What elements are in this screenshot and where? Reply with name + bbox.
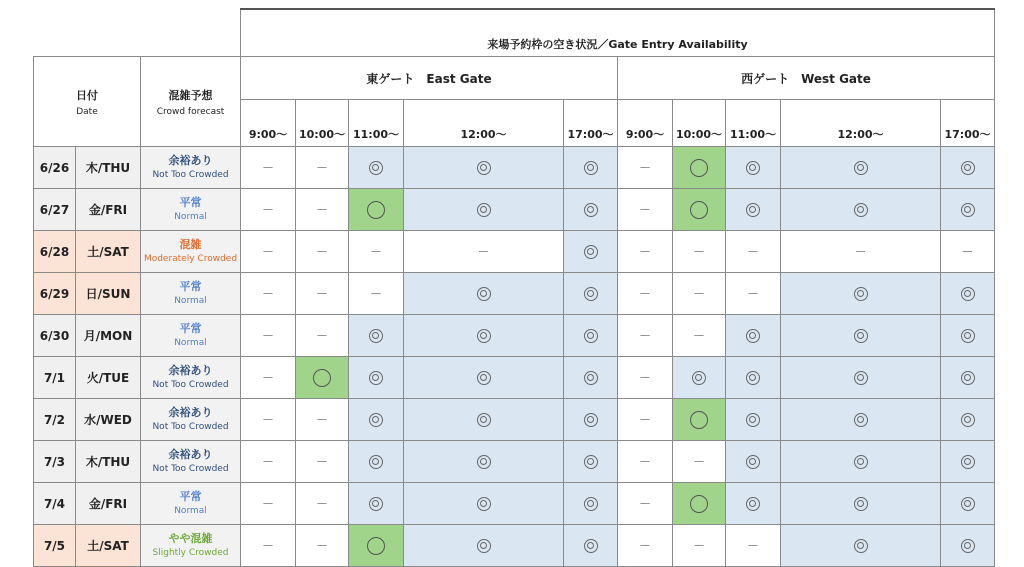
unavailable-dash: － <box>638 161 651 175</box>
double-circle-icon <box>961 455 975 469</box>
unavailable-dash: － <box>961 245 974 259</box>
crowd-forecast-ja: 余裕あり <box>168 364 213 377</box>
double-circle-icon <box>584 203 598 217</box>
unavailable-dash: － <box>692 455 705 469</box>
east-slot-cell <box>349 315 404 357</box>
double-circle-icon <box>746 413 760 427</box>
unavailable-dash: － <box>315 245 328 259</box>
crowd-header-ja: 混雑予想 <box>168 88 213 102</box>
circle-icon <box>690 159 708 177</box>
east-slot-cell <box>564 147 618 189</box>
west-slot-17: 17:00～ <box>941 100 995 147</box>
unavailable-dash: － <box>261 203 274 217</box>
row-day-of-week: 火/TUE <box>76 357 141 399</box>
west-slot-cell <box>941 231 995 273</box>
unavailable-dash: － <box>315 329 328 343</box>
double-circle-icon <box>854 329 868 343</box>
crowd-forecast-ja: 平常 <box>179 490 202 503</box>
west-slot-cell <box>673 399 726 441</box>
west-slot-cell <box>618 315 673 357</box>
west-slot-cell <box>673 483 726 525</box>
west-slot-cell <box>726 231 781 273</box>
table-row <box>34 525 995 567</box>
row-day-of-week: 金/FRI <box>76 189 141 231</box>
unavailable-dash: － <box>638 371 651 385</box>
unavailable-dash: － <box>746 245 759 259</box>
availability-table-container <box>33 8 995 567</box>
double-circle-icon <box>854 497 868 511</box>
east-slot-cell <box>241 483 296 525</box>
double-circle-icon <box>369 161 383 175</box>
double-circle-icon <box>854 203 868 217</box>
row-crowd-forecast <box>141 441 241 483</box>
east-slot-cell <box>404 525 564 567</box>
east-slot-cell <box>241 357 296 399</box>
west-slot-cell <box>781 357 941 399</box>
double-circle-icon <box>584 287 598 301</box>
east-slot-cell <box>564 483 618 525</box>
west-slot-cell <box>941 189 995 231</box>
east-slot-cell <box>241 525 296 567</box>
double-circle-icon <box>854 539 868 553</box>
double-circle-icon <box>477 287 491 301</box>
row-date: 7/2 <box>34 399 76 441</box>
row-crowd-forecast <box>141 189 241 231</box>
west-slot-cell <box>726 273 781 315</box>
west-slot-cell <box>726 189 781 231</box>
west-slot-cell <box>726 357 781 399</box>
west-slot-cell <box>941 525 995 567</box>
row-day-of-week: 木/THU <box>76 147 141 189</box>
unavailable-dash: － <box>261 161 274 175</box>
unavailable-dash: － <box>692 539 705 553</box>
row-day-of-week: 水/WED <box>76 399 141 441</box>
east-slot-cell <box>349 189 404 231</box>
crowd-forecast-en: Not Too Crowded <box>152 380 229 391</box>
west-slot-cell <box>781 273 941 315</box>
crowd-forecast-ja: 混雑 <box>179 238 202 251</box>
double-circle-icon <box>369 413 383 427</box>
double-circle-icon <box>584 161 598 175</box>
crowd-forecast-en: Normal <box>174 296 207 307</box>
west-slot-cell <box>726 441 781 483</box>
east-slot-17: 17:00～ <box>564 100 618 147</box>
west-slot-cell <box>941 273 995 315</box>
double-circle-icon <box>746 455 760 469</box>
unavailable-dash: － <box>477 245 490 259</box>
east-slot-cell <box>404 357 564 399</box>
east-slot-cell <box>404 441 564 483</box>
west-slot-cell <box>618 189 673 231</box>
row-crowd-forecast <box>141 231 241 273</box>
east-slot-cell <box>564 357 618 399</box>
double-circle-icon <box>961 539 975 553</box>
east-slot-cell <box>296 357 349 399</box>
west-slot-cell <box>618 357 673 399</box>
double-circle-icon <box>477 329 491 343</box>
east-gate-header: 東ゲート East Gate <box>241 57 618 100</box>
west-slot-cell <box>781 189 941 231</box>
west-slot-cell <box>618 441 673 483</box>
double-circle-icon <box>369 455 383 469</box>
west-slot-cell <box>618 147 673 189</box>
double-circle-icon <box>584 539 598 553</box>
crowd-forecast-en: Normal <box>174 212 207 223</box>
unavailable-dash: － <box>261 287 274 301</box>
double-circle-icon <box>961 497 975 511</box>
table-row <box>34 231 995 273</box>
east-slot-9: 9:00～ <box>241 100 296 147</box>
unavailable-dash: － <box>261 329 274 343</box>
east-slot-cell <box>349 273 404 315</box>
double-circle-icon <box>961 203 975 217</box>
crowd-forecast-header <box>141 57 241 147</box>
unavailable-dash: － <box>692 329 705 343</box>
table-row <box>34 189 995 231</box>
double-circle-icon <box>746 161 760 175</box>
unavailable-dash: － <box>854 245 867 259</box>
east-slot-cell <box>241 273 296 315</box>
date-header-ja: 日付 <box>76 88 98 102</box>
double-circle-icon <box>961 287 975 301</box>
east-slot-cell <box>564 189 618 231</box>
west-slot-cell <box>618 399 673 441</box>
double-circle-icon <box>477 161 491 175</box>
east-slot-cell <box>349 231 404 273</box>
west-slot-cell <box>618 525 673 567</box>
double-circle-icon <box>746 371 760 385</box>
crowd-forecast-en: Not Too Crowded <box>152 170 229 181</box>
west-slot-cell <box>726 525 781 567</box>
west-slot-cell <box>781 231 941 273</box>
east-slot-cell <box>241 441 296 483</box>
crowd-forecast-en: Moderately Crowded <box>143 254 238 265</box>
row-date: 6/26 <box>34 147 76 189</box>
crowd-forecast-ja: 余裕あり <box>168 448 213 461</box>
east-slot-cell <box>564 399 618 441</box>
east-slot-cell <box>241 399 296 441</box>
row-date: 6/28 <box>34 231 76 273</box>
east-slot-cell <box>564 441 618 483</box>
circle-icon <box>690 201 708 219</box>
double-circle-icon <box>477 413 491 427</box>
unavailable-dash: － <box>638 245 651 259</box>
row-crowd-forecast <box>141 147 241 189</box>
unavailable-dash: － <box>746 287 759 301</box>
east-slot-cell <box>349 399 404 441</box>
west-slot-cell <box>781 399 941 441</box>
row-date: 7/1 <box>34 357 76 399</box>
east-slot-cell <box>404 231 564 273</box>
east-slot-cell <box>296 483 349 525</box>
west-slot-cell <box>618 273 673 315</box>
header-blank <box>34 9 241 57</box>
crowd-forecast-en: Not Too Crowded <box>152 422 229 433</box>
east-slot-cell <box>404 189 564 231</box>
double-circle-icon <box>584 413 598 427</box>
double-circle-icon <box>961 413 975 427</box>
west-slot-10: 10:00～ <box>673 100 726 147</box>
west-slot-cell <box>781 525 941 567</box>
date-header-en: Date <box>76 106 98 117</box>
west-slot-cell <box>726 147 781 189</box>
row-day-of-week: 月/MON <box>76 315 141 357</box>
east-slot-cell <box>564 231 618 273</box>
east-slot-cell <box>564 273 618 315</box>
west-slot-cell <box>941 315 995 357</box>
west-slot-cell <box>781 483 941 525</box>
table-row <box>34 147 995 189</box>
west-slot-11: 11:00～ <box>726 100 781 147</box>
east-slot-cell <box>349 441 404 483</box>
unavailable-dash: － <box>638 287 651 301</box>
west-slot-cell <box>941 399 995 441</box>
table-row <box>34 399 995 441</box>
unavailable-dash: － <box>315 497 328 511</box>
unavailable-dash: － <box>638 497 651 511</box>
double-circle-icon <box>961 371 975 385</box>
double-circle-icon <box>477 371 491 385</box>
row-crowd-forecast <box>141 483 241 525</box>
double-circle-icon <box>584 455 598 469</box>
east-slot-cell <box>296 399 349 441</box>
east-slot-cell <box>404 399 564 441</box>
double-circle-icon <box>961 329 975 343</box>
crowd-forecast-ja: 余裕あり <box>168 406 213 419</box>
double-circle-icon <box>584 371 598 385</box>
west-slot-cell <box>673 189 726 231</box>
double-circle-icon <box>477 539 491 553</box>
double-circle-icon <box>854 413 868 427</box>
east-slot-cell <box>241 189 296 231</box>
table-row <box>34 357 995 399</box>
east-slot-cell <box>349 147 404 189</box>
double-circle-icon <box>854 161 868 175</box>
west-gate-header: 西ゲート West Gate <box>618 57 995 100</box>
crowd-forecast-en: Normal <box>174 506 207 517</box>
west-slot-cell <box>726 399 781 441</box>
unavailable-dash: － <box>315 539 328 553</box>
unavailable-dash: － <box>261 455 274 469</box>
double-circle-icon <box>854 371 868 385</box>
table-title: 来場予約枠の空き状況／Gate Entry Availability <box>241 9 995 57</box>
west-slot-cell <box>941 357 995 399</box>
unavailable-dash: － <box>261 539 274 553</box>
row-day-of-week: 土/SAT <box>76 231 141 273</box>
double-circle-icon <box>369 371 383 385</box>
east-slot-cell <box>404 483 564 525</box>
west-slot-cell <box>781 441 941 483</box>
row-date: 6/27 <box>34 189 76 231</box>
double-circle-icon <box>584 329 598 343</box>
east-slot-cell <box>404 147 564 189</box>
east-slot-cell <box>349 357 404 399</box>
unavailable-dash: － <box>369 245 382 259</box>
double-circle-icon <box>692 371 706 385</box>
east-slot-cell <box>564 525 618 567</box>
double-circle-icon <box>961 161 975 175</box>
row-date: 7/3 <box>34 441 76 483</box>
west-slot-cell <box>673 231 726 273</box>
east-slot-cell <box>404 273 564 315</box>
west-slot-cell <box>781 315 941 357</box>
west-slot-cell <box>941 483 995 525</box>
west-slot-cell <box>673 273 726 315</box>
row-date: 7/5 <box>34 525 76 567</box>
east-slot-cell <box>241 315 296 357</box>
crowd-forecast-ja: 平常 <box>179 196 202 209</box>
circle-icon <box>690 495 708 513</box>
west-slot-cell <box>673 441 726 483</box>
west-slot-cell <box>673 147 726 189</box>
west-slot-cell <box>726 315 781 357</box>
unavailable-dash: － <box>261 245 274 259</box>
east-slot-cell <box>296 525 349 567</box>
availability-body <box>34 147 995 567</box>
east-slot-cell <box>296 231 349 273</box>
east-slot-10: 10:00～ <box>296 100 349 147</box>
east-slot-cell <box>296 147 349 189</box>
unavailable-dash: － <box>638 455 651 469</box>
unavailable-dash: － <box>315 203 328 217</box>
circle-icon <box>367 537 385 555</box>
west-slot-12: 12:00～ <box>781 100 941 147</box>
unavailable-dash: － <box>692 245 705 259</box>
unavailable-dash: － <box>315 413 328 427</box>
east-slot-cell <box>241 147 296 189</box>
east-slot-cell <box>404 315 564 357</box>
availability-table <box>33 8 995 567</box>
double-circle-icon <box>369 329 383 343</box>
double-circle-icon <box>854 455 868 469</box>
unavailable-dash: － <box>638 203 651 217</box>
west-slot-9: 9:00～ <box>618 100 673 147</box>
double-circle-icon <box>746 329 760 343</box>
double-circle-icon <box>584 497 598 511</box>
east-slot-cell <box>296 273 349 315</box>
double-circle-icon <box>746 203 760 217</box>
east-slot-cell <box>296 189 349 231</box>
double-circle-icon <box>477 455 491 469</box>
table-row <box>34 441 995 483</box>
crowd-header-en: Crowd forecast <box>156 106 225 117</box>
date-header <box>34 57 141 147</box>
double-circle-icon <box>854 287 868 301</box>
unavailable-dash: － <box>369 287 382 301</box>
unavailable-dash: － <box>261 497 274 511</box>
double-circle-icon <box>369 497 383 511</box>
circle-icon <box>690 411 708 429</box>
circle-icon <box>367 201 385 219</box>
east-slot-cell <box>296 441 349 483</box>
east-slot-cell <box>349 525 404 567</box>
row-crowd-forecast <box>141 399 241 441</box>
unavailable-dash: － <box>638 413 651 427</box>
east-slot-cell <box>241 231 296 273</box>
east-slot-cell <box>296 315 349 357</box>
row-day-of-week: 日/SUN <box>76 273 141 315</box>
crowd-forecast-ja: 平常 <box>179 322 202 335</box>
west-slot-cell <box>941 147 995 189</box>
crowd-forecast-ja: 余裕あり <box>168 154 213 167</box>
row-day-of-week: 金/FRI <box>76 483 141 525</box>
row-crowd-forecast <box>141 273 241 315</box>
unavailable-dash: － <box>261 371 274 385</box>
row-day-of-week: 木/THU <box>76 441 141 483</box>
unavailable-dash: － <box>638 539 651 553</box>
row-date: 6/29 <box>34 273 76 315</box>
crowd-forecast-ja: 平常 <box>179 280 202 293</box>
crowd-forecast-ja: やや混雑 <box>168 532 213 545</box>
double-circle-icon <box>477 203 491 217</box>
west-slot-cell <box>941 441 995 483</box>
west-slot-cell <box>726 483 781 525</box>
row-crowd-forecast <box>141 315 241 357</box>
west-slot-cell <box>673 357 726 399</box>
west-slot-cell <box>673 525 726 567</box>
unavailable-dash: － <box>692 287 705 301</box>
east-slot-12: 12:00～ <box>404 100 564 147</box>
table-row <box>34 315 995 357</box>
row-date: 6/30 <box>34 315 76 357</box>
east-slot-cell <box>564 315 618 357</box>
unavailable-dash: － <box>315 287 328 301</box>
double-circle-icon <box>584 245 598 259</box>
row-crowd-forecast <box>141 525 241 567</box>
unavailable-dash: － <box>638 329 651 343</box>
unavailable-dash: － <box>261 413 274 427</box>
crowd-forecast-en: Normal <box>174 338 207 349</box>
circle-icon <box>313 369 331 387</box>
row-crowd-forecast <box>141 357 241 399</box>
unavailable-dash: － <box>315 455 328 469</box>
double-circle-icon <box>477 497 491 511</box>
west-slot-cell <box>781 147 941 189</box>
west-slot-cell <box>673 315 726 357</box>
row-day-of-week: 土/SAT <box>76 525 141 567</box>
table-row <box>34 483 995 525</box>
crowd-forecast-en: Not Too Crowded <box>152 464 229 475</box>
west-slot-cell <box>618 483 673 525</box>
unavailable-dash: － <box>746 539 759 553</box>
east-slot-11: 11:00～ <box>349 100 404 147</box>
crowd-forecast-en: Slightly Crowded <box>152 548 229 559</box>
west-slot-cell <box>618 231 673 273</box>
double-circle-icon <box>746 497 760 511</box>
row-date: 7/4 <box>34 483 76 525</box>
unavailable-dash: － <box>315 161 328 175</box>
table-row <box>34 273 995 315</box>
east-slot-cell <box>349 483 404 525</box>
